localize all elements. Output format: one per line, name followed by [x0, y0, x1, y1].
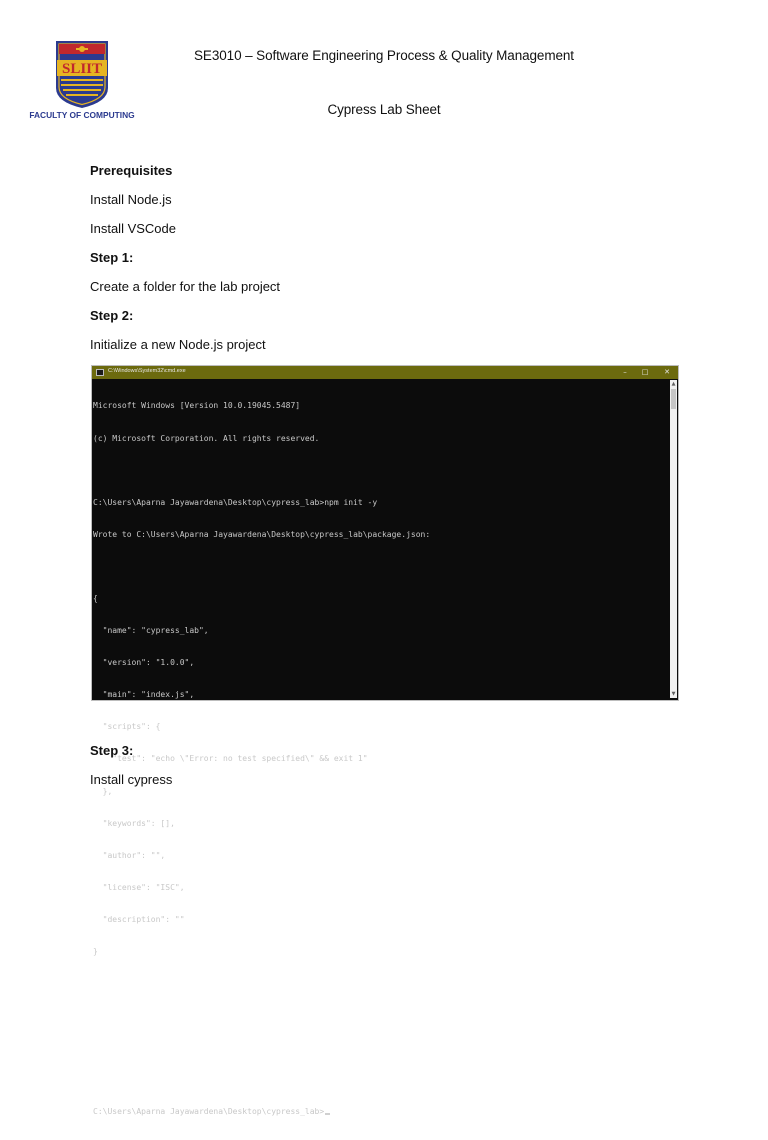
- step3-heading: Step 3:: [90, 743, 134, 758]
- terminal-line: [93, 1011, 669, 1022]
- step3-text: Install cypress: [90, 772, 173, 787]
- terminal-prompt-line[interactable]: [93, 1107, 669, 1118]
- terminal-line: "name": "cypress_lab",: [93, 626, 209, 636]
- step1-text: Create a folder for the lab project: [90, 279, 281, 294]
- terminal-line: }: [93, 947, 98, 956]
- terminal-line: "test": "echo \"Error: no test specified\" && exit 1": [93, 754, 368, 764]
- prerequisite-vscode: Install VSCode: [90, 221, 176, 236]
- terminal-line: [93, 1075, 669, 1086]
- cmd-icon: [96, 369, 104, 376]
- scroll-thumb[interactable]: [671, 389, 676, 409]
- logo-wordmark: SLIIT: [61, 61, 103, 77]
- maximize-icon[interactable]: □: [641, 368, 649, 376]
- terminal-line: "author": "",: [93, 850, 166, 860]
- terminal-line: [93, 562, 669, 573]
- terminal-line: "version": "1.0.0",: [93, 658, 195, 668]
- text-cursor: [325, 1113, 330, 1115]
- close-icon[interactable]: ✕: [664, 368, 670, 376]
- terminal-line: {: [93, 593, 98, 603]
- prerequisite-node: Install Node.js: [90, 192, 172, 207]
- terminal-line: "description": "": [93, 914, 185, 924]
- terminal-line: (c) Microsoft Corporation. All rights reserved.: [93, 433, 320, 443]
- terminal-prompt: C:\Users\Aparna Jayawardena\Desktop\cypress_lab>: [93, 1107, 325, 1117]
- step1-heading: Step 1:: [90, 250, 134, 265]
- terminal-line: [93, 979, 669, 990]
- terminal-line: C:\Users\Aparna Jayawardena\Desktop\cypress_lab>npm init -y: [93, 497, 378, 507]
- step2-text: Initialize a new Node.js project: [90, 337, 266, 352]
- terminal-line: "main": "index.js",: [93, 690, 195, 700]
- terminal-line: "license": "ISC",: [93, 882, 185, 892]
- prerequisites-heading: Prerequisites: [90, 163, 173, 178]
- terminal-titlebar: [92, 366, 678, 379]
- step2-heading: Step 2:: [90, 308, 134, 323]
- sheet-title: Cypress Lab Sheet: [327, 102, 441, 117]
- course-title: SE3010 – Software Engineering Process & Quality Management: [194, 48, 574, 63]
- terminal-line: },: [93, 786, 113, 796]
- terminal-title: C:\Windows\System32\cmd.exe: [108, 368, 186, 374]
- terminal-line: "scripts": {: [93, 722, 161, 732]
- terminal-scrollbar[interactable]: [670, 380, 677, 698]
- scroll-down-icon[interactable]: ▼: [671, 691, 676, 697]
- terminal-line: [93, 466, 669, 477]
- scroll-up-icon[interactable]: ▲: [671, 381, 676, 387]
- minimize-icon[interactable]: –: [623, 368, 627, 376]
- terminal-line: Wrote to C:\Users\Aparna Jayawardena\Desktop\cypress_lab\package.json:: [93, 529, 431, 539]
- terminal-line: Microsoft Windows [Version 10.0.19045.5487]: [93, 401, 301, 411]
- terminal-line: "keywords": [],: [93, 818, 175, 828]
- terminal-line: [93, 1043, 669, 1054]
- logo-caption: FACULTY OF COMPUTING: [29, 110, 135, 120]
